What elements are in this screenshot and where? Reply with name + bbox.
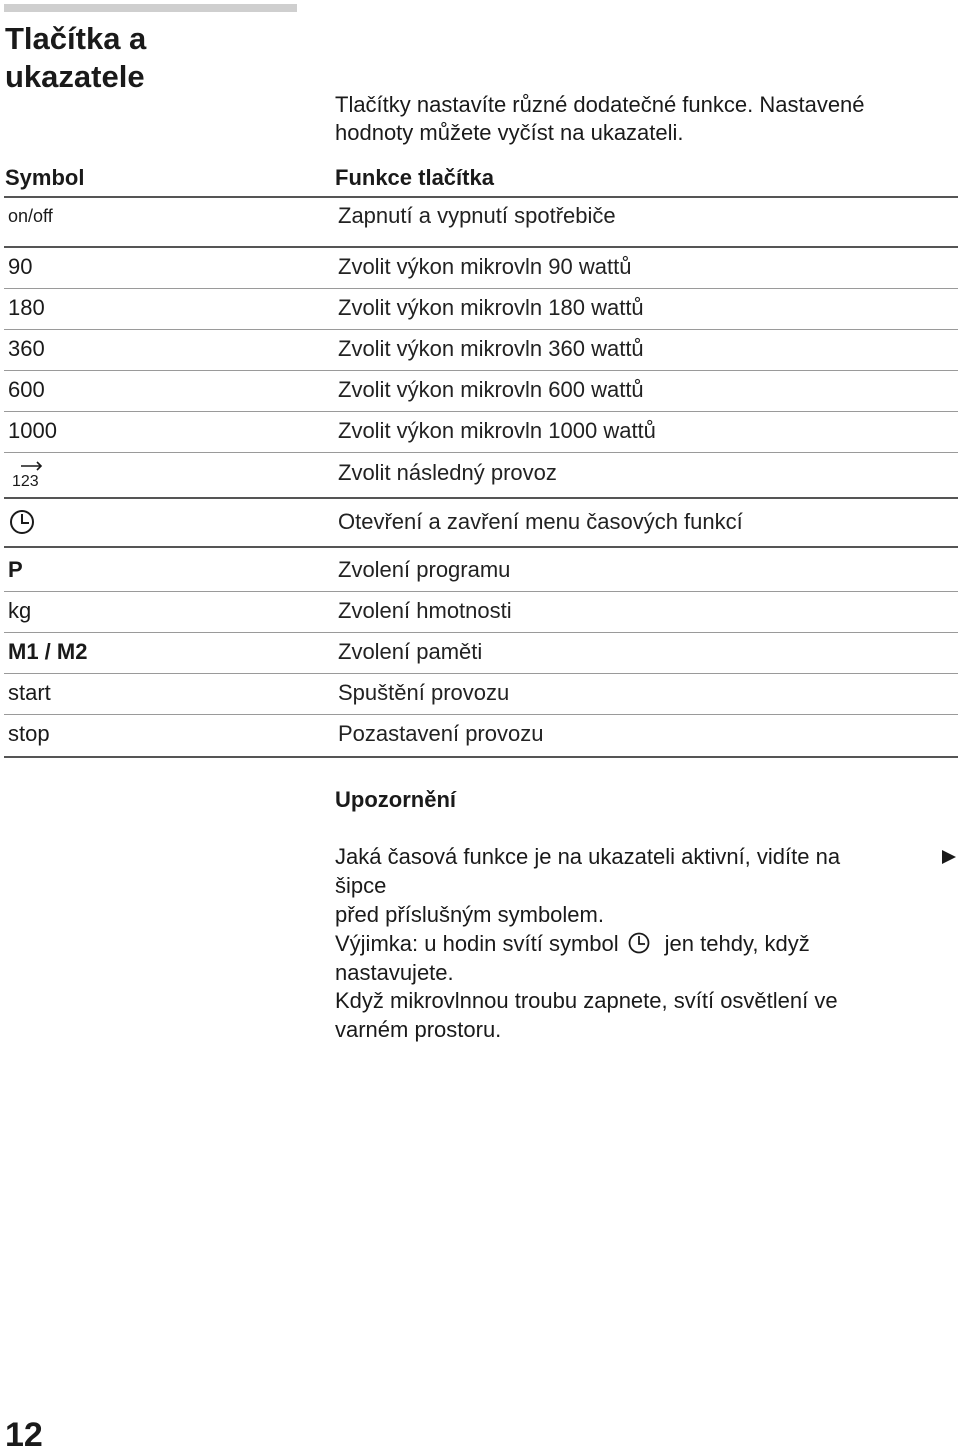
column-header-symbol: Symbol (5, 165, 85, 190)
symbol-cell: 180 (8, 295, 45, 320)
function-cell: Zvolení hmotnosti (338, 598, 512, 623)
table-row (0, 717, 960, 751)
symbol-cell (8, 456, 48, 490)
header-bar (4, 4, 297, 12)
function-cell: Pozastavení provozu (338, 721, 544, 746)
row-divider (4, 591, 958, 592)
symbol-cell (8, 505, 36, 539)
table-row (0, 635, 960, 669)
section-title-line2: ukazatele (5, 59, 145, 94)
function-cell: Zvolit následný provoz (338, 460, 557, 485)
intro-paragraph: Tlačítky nastavíte různé dodatečné funkce. Nastavené hodnoty můžete vyčíst na ukazateli. (335, 92, 865, 145)
function-cell: Spuštění provozu (338, 680, 510, 705)
note-line2: před příslušným symbolem. (335, 902, 604, 927)
function-cell: Zvolit výkon mikrovln 1000 wattů (338, 418, 656, 443)
function-cell: Zvolení programu (338, 557, 511, 582)
symbol-cell: 600 (8, 377, 45, 402)
table-row (0, 676, 960, 710)
sequence-icon-label: 123 (12, 473, 39, 490)
table-header-rule (4, 196, 958, 198)
table-row (0, 414, 960, 448)
group-divider (4, 546, 958, 548)
table-row (0, 291, 960, 325)
table-row (0, 553, 960, 587)
group-divider (4, 246, 958, 248)
table-row (0, 373, 960, 407)
note-line1: Jaká časová funkce je na ukazateli aktivní, vidíte na šipce (335, 844, 841, 898)
sequence-arrow-icon (8, 456, 48, 490)
symbol-cell: on/off (8, 206, 53, 226)
row-divider (4, 632, 958, 633)
clock-icon (8, 508, 36, 536)
symbol-cell: stop (8, 721, 50, 746)
symbol-cell: 1000 (8, 418, 57, 443)
function-cell: Zvolit výkon mikrovln 180 wattů (338, 295, 644, 320)
function-cell: Zvolit výkon mikrovln 90 wattů (338, 254, 632, 279)
note-line3a: Výjimka: u hodin svítí symbol (335, 931, 619, 956)
row-divider (4, 329, 958, 330)
note-paragraph-2: Když mikrovlnnou troubu zapnete, svítí osvětlení ve varném prostoru. (335, 988, 838, 1042)
note-line3b: jen tehdy, když nastavujete. (335, 931, 810, 985)
symbol-cell: P (8, 557, 23, 582)
row-divider (4, 714, 958, 715)
row-divider (4, 370, 958, 371)
row-divider (4, 452, 958, 453)
note-paragraph (335, 842, 895, 987)
symbol-cell: M1 / M2 (8, 639, 88, 664)
function-cell: Zvolit výkon mikrovln 360 wattů (338, 336, 644, 361)
section-title-line1: Tlačítka a (5, 21, 147, 56)
row-divider (4, 673, 958, 674)
table-row (0, 332, 960, 366)
table-bottom-rule (4, 756, 958, 758)
table-row (0, 199, 960, 233)
section-title (5, 20, 305, 96)
table-row (0, 250, 960, 284)
column-header-function: Funkce tlačítka (335, 165, 494, 190)
function-cell: Otevření a zavření menu časových funkcí (338, 509, 743, 534)
note-heading: Upozornění (335, 787, 456, 812)
function-cell: Zvolit výkon mikrovln 600 wattů (338, 377, 644, 402)
table-row (0, 505, 960, 539)
row-divider (4, 411, 958, 412)
symbol-cell: 90 (8, 254, 33, 279)
clock-icon (627, 931, 651, 955)
function-cell: Zvolení paměti (338, 639, 483, 664)
table-row (0, 594, 960, 628)
row-divider (4, 288, 958, 289)
symbol-cell: start (8, 680, 51, 705)
arrow-right-icon (940, 848, 958, 866)
group-divider (4, 497, 958, 499)
function-cell: Zapnutí a vypnutí spotřebiče (338, 203, 616, 228)
table-row (0, 456, 960, 490)
symbol-cell: 360 (8, 336, 45, 361)
page-number: 12 (5, 1416, 43, 1454)
symbol-cell: kg (8, 598, 32, 623)
